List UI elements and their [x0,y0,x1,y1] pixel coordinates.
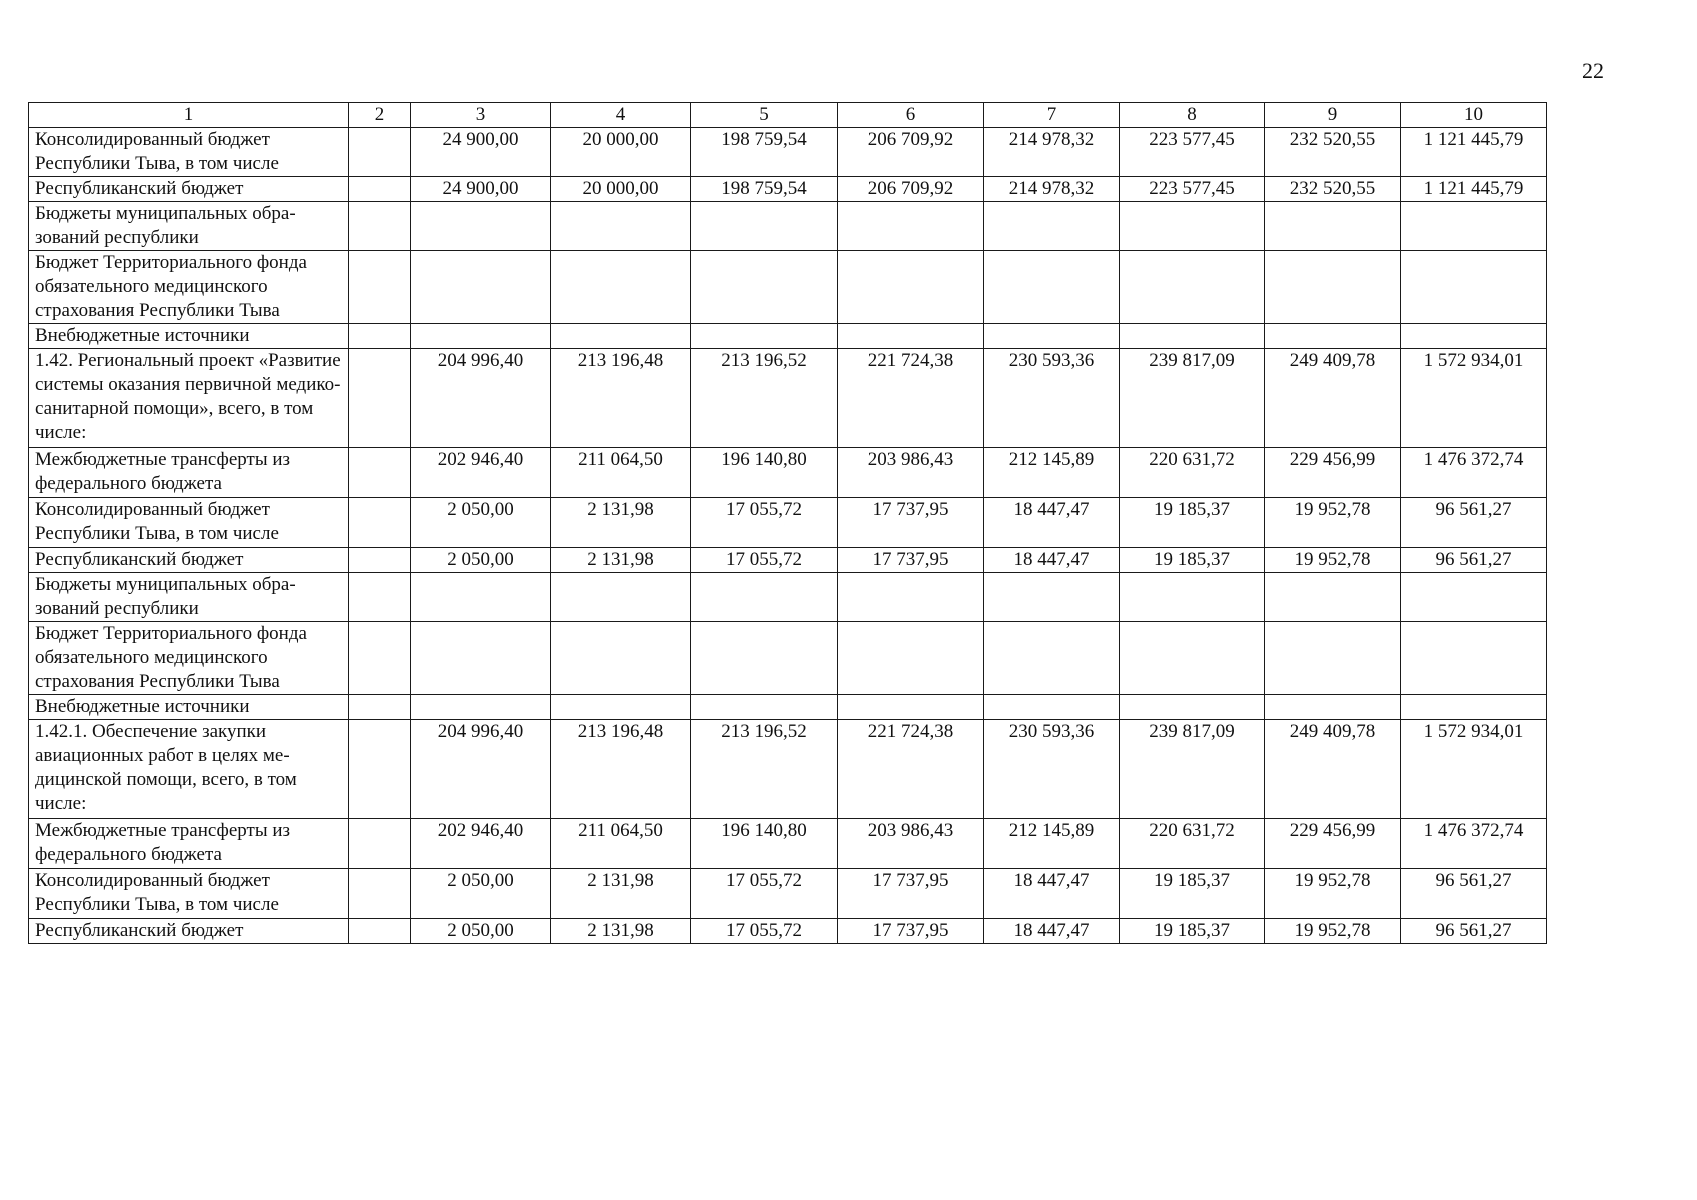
row-label: Межбюджетные трансферты из федерального бюджета [29,448,349,498]
value-cell: 2 050,00 [411,869,551,919]
value-cell: 212 145,89 [984,448,1120,498]
value-cell: 19 952,78 [1265,498,1401,548]
table-row [29,548,1547,573]
value-cell [1120,251,1265,324]
empty-cell [349,919,411,944]
table-row [29,573,1547,622]
column-number-header: 2 [349,103,411,128]
value-cell: 17 055,72 [691,919,838,944]
table-row [29,720,1547,819]
value-cell: 2 050,00 [411,548,551,573]
table-row [29,622,1547,695]
value-cell: 213 196,48 [551,720,691,819]
value-cell: 206 709,92 [838,128,984,177]
value-cell: 19 185,37 [1120,919,1265,944]
value-cell [1401,324,1547,349]
value-cell [1401,202,1547,251]
value-cell: 17 055,72 [691,869,838,919]
value-cell: 211 064,50 [551,448,691,498]
value-cell [691,324,838,349]
value-cell: 198 759,54 [691,177,838,202]
value-cell [1265,202,1401,251]
value-cell [984,324,1120,349]
value-cell: 196 140,80 [691,448,838,498]
value-cell: 19 185,37 [1120,869,1265,919]
value-cell: 239 817,09 [1120,349,1265,448]
column-number-header: 10 [1401,103,1547,128]
value-cell: 223 577,45 [1120,177,1265,202]
value-cell [411,573,551,622]
column-number-header: 1 [29,103,349,128]
value-cell: 213 196,48 [551,349,691,448]
value-cell: 232 520,55 [1265,177,1401,202]
value-cell [551,695,691,720]
table-row [29,498,1547,548]
value-cell: 229 456,99 [1265,448,1401,498]
value-cell [1265,695,1401,720]
value-cell: 19 185,37 [1120,498,1265,548]
value-cell: 17 055,72 [691,548,838,573]
value-cell: 212 145,89 [984,819,1120,869]
value-cell [411,324,551,349]
value-cell: 96 561,27 [1401,919,1547,944]
table-row [29,448,1547,498]
value-cell: 18 447,47 [984,548,1120,573]
value-cell: 221 724,38 [838,349,984,448]
value-cell: 18 447,47 [984,869,1120,919]
value-cell [411,622,551,695]
table-row [29,349,1547,448]
row-label: Республиканский бюджет [29,919,349,944]
row-label: Бюджет Территориального фонда обязательного медицинского страхования Республики Тыва [29,251,349,324]
row-label: Межбюджетные трансферты из федерального бюджета [29,819,349,869]
value-cell: 220 631,72 [1120,448,1265,498]
empty-cell [349,324,411,349]
value-cell: 1 476 372,74 [1401,819,1547,869]
value-cell: 17 055,72 [691,498,838,548]
table-body [29,128,1547,944]
value-cell: 214 978,32 [984,128,1120,177]
empty-cell [349,573,411,622]
value-cell: 204 996,40 [411,720,551,819]
row-label: Республиканский бюджет [29,548,349,573]
empty-cell [349,869,411,919]
value-cell: 202 946,40 [411,819,551,869]
value-cell [838,202,984,251]
value-cell: 230 593,36 [984,720,1120,819]
row-label: Внебюджетные источники [29,324,349,349]
value-cell [411,695,551,720]
value-cell [838,695,984,720]
value-cell [551,622,691,695]
value-cell [691,251,838,324]
value-cell [411,251,551,324]
value-cell [1265,324,1401,349]
value-cell [1401,695,1547,720]
value-cell: 2 131,98 [551,498,691,548]
value-cell: 232 520,55 [1265,128,1401,177]
value-cell [411,202,551,251]
value-cell: 17 737,95 [838,869,984,919]
value-cell [1120,622,1265,695]
table-row [29,695,1547,720]
row-label: 1.42.1. Обеспечение закупки авиационных работ в целях медицинской помощи, всего, в том числе: [29,720,349,819]
value-cell [551,573,691,622]
value-cell [984,202,1120,251]
value-cell [984,622,1120,695]
row-label: Внебюджетные источники [29,695,349,720]
value-cell: 96 561,27 [1401,498,1547,548]
value-cell: 214 978,32 [984,177,1120,202]
empty-cell [349,177,411,202]
value-cell [838,251,984,324]
value-cell: 96 561,27 [1401,869,1547,919]
value-cell: 19 952,78 [1265,548,1401,573]
value-cell [1120,202,1265,251]
value-cell [691,622,838,695]
value-cell: 239 817,09 [1120,720,1265,819]
empty-cell [349,251,411,324]
value-cell [691,573,838,622]
value-cell [1120,695,1265,720]
value-cell [1265,251,1401,324]
column-number-row [29,103,1547,128]
value-cell: 20 000,00 [551,128,691,177]
table-row [29,177,1547,202]
value-cell: 2 131,98 [551,919,691,944]
value-cell: 2 050,00 [411,919,551,944]
value-cell: 1 572 934,01 [1401,349,1547,448]
empty-cell [349,720,411,819]
value-cell: 220 631,72 [1120,819,1265,869]
value-cell: 204 996,40 [411,349,551,448]
row-label: Бюджеты муниципальных образований республики [29,202,349,251]
value-cell: 203 986,43 [838,448,984,498]
column-number-header: 7 [984,103,1120,128]
table-row [29,128,1547,177]
value-cell [691,202,838,251]
value-cell [551,251,691,324]
value-cell: 20 000,00 [551,177,691,202]
value-cell: 206 709,92 [838,177,984,202]
row-label: Бюджеты муниципальных образований республики [29,573,349,622]
value-cell: 19 185,37 [1120,548,1265,573]
value-cell: 2 131,98 [551,548,691,573]
value-cell [838,324,984,349]
value-cell: 19 952,78 [1265,869,1401,919]
table-row [29,919,1547,944]
column-number-header: 8 [1120,103,1265,128]
empty-cell [349,128,411,177]
value-cell [984,695,1120,720]
value-cell [838,573,984,622]
value-cell: 2 050,00 [411,498,551,548]
value-cell: 221 724,38 [838,720,984,819]
value-cell: 19 952,78 [1265,919,1401,944]
value-cell: 2 131,98 [551,869,691,919]
value-cell: 24 900,00 [411,128,551,177]
column-number-header: 4 [551,103,691,128]
empty-cell [349,695,411,720]
empty-cell [349,819,411,869]
column-number-header: 3 [411,103,551,128]
value-cell [1265,573,1401,622]
value-cell [551,324,691,349]
value-cell [691,695,838,720]
value-cell [1120,324,1265,349]
value-cell: 230 593,36 [984,349,1120,448]
empty-cell [349,498,411,548]
page-number: 22 [1582,58,1604,83]
value-cell [1120,573,1265,622]
empty-cell [349,202,411,251]
value-cell: 24 900,00 [411,177,551,202]
row-label: Республиканский бюджет [29,177,349,202]
value-cell: 249 409,78 [1265,720,1401,819]
row-label: Консолидированный бюджет Республики Тыва, в том числе [29,869,349,919]
value-cell: 213 196,52 [691,720,838,819]
column-number-header: 5 [691,103,838,128]
value-cell: 213 196,52 [691,349,838,448]
table-row [29,251,1547,324]
value-cell [1265,622,1401,695]
table-row [29,202,1547,251]
empty-cell [349,548,411,573]
value-cell: 196 140,80 [691,819,838,869]
row-label: 1.42. Региональный проект «Развитие системы оказания первичной медико-санитарной помощи», всего, в том числе: [29,349,349,448]
value-cell: 198 759,54 [691,128,838,177]
value-cell [838,622,984,695]
value-cell: 18 447,47 [984,919,1120,944]
value-cell [1401,251,1547,324]
row-label: Консолидированный бюджет Республики Тыва, в том числе [29,498,349,548]
row-label: Консолидированный бюджет Республики Тыва, в том числе [29,128,349,177]
table-row [29,869,1547,919]
value-cell: 17 737,95 [838,548,984,573]
empty-cell [349,448,411,498]
value-cell: 96 561,27 [1401,548,1547,573]
value-cell: 211 064,50 [551,819,691,869]
table-row [29,819,1547,869]
value-cell: 1 121 445,79 [1401,177,1547,202]
empty-cell [349,349,411,448]
value-cell: 203 986,43 [838,819,984,869]
value-cell: 1 121 445,79 [1401,128,1547,177]
value-cell: 249 409,78 [1265,349,1401,448]
row-label: Бюджет Территориального фонда обязательного медицинского страхования Республики Тыва [29,622,349,695]
value-cell [551,202,691,251]
value-cell [1401,622,1547,695]
column-number-header: 9 [1265,103,1401,128]
empty-cell [349,622,411,695]
value-cell: 17 737,95 [838,919,984,944]
value-cell: 1 572 934,01 [1401,720,1547,819]
value-cell [984,573,1120,622]
value-cell [1401,573,1547,622]
value-cell [984,251,1120,324]
column-number-header: 6 [838,103,984,128]
value-cell: 229 456,99 [1265,819,1401,869]
value-cell: 1 476 372,74 [1401,448,1547,498]
table-row [29,324,1547,349]
budget-table [28,102,1547,944]
value-cell: 202 946,40 [411,448,551,498]
value-cell: 223 577,45 [1120,128,1265,177]
value-cell: 18 447,47 [984,498,1120,548]
value-cell: 17 737,95 [838,498,984,548]
